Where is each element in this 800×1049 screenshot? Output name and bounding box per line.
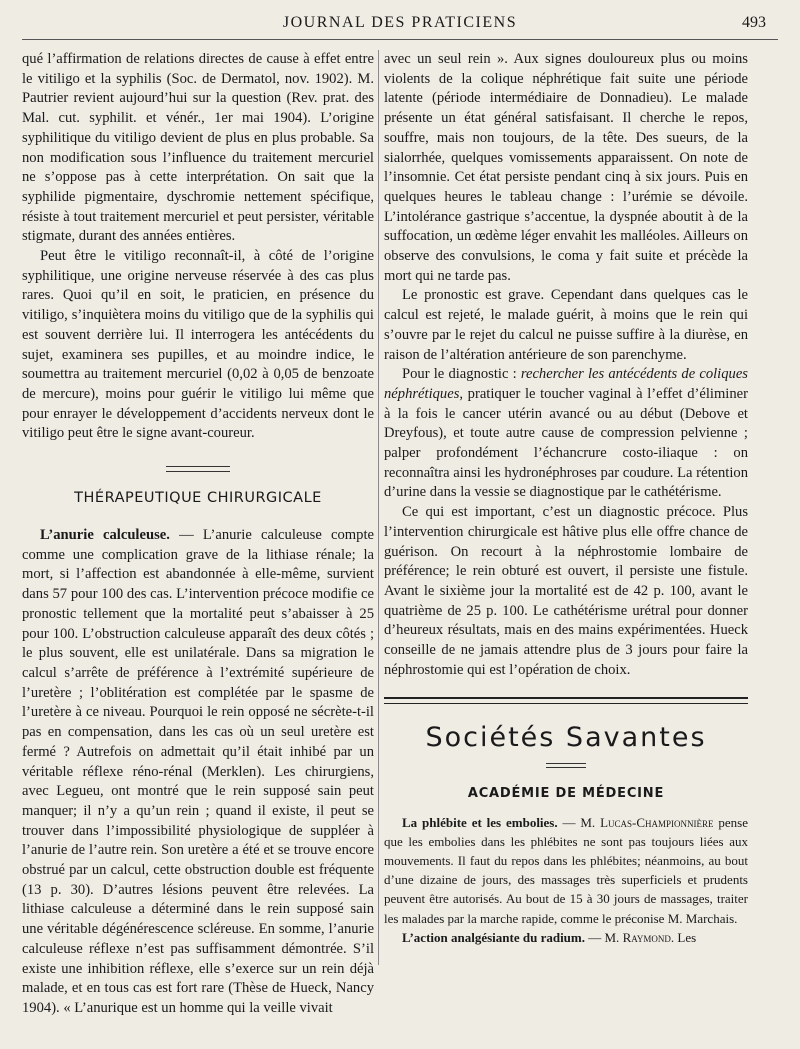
anurie-runin-title: L’anurie calculeuse. — [40, 527, 170, 544]
page-header — [22, 10, 778, 38]
header-rule — [22, 39, 778, 40]
page-number: 493 — [742, 14, 766, 31]
pronostic-paragraph: Le pronostic est grave. Cependant dans quelques cas le calcul est rejeté, le malade guérit, à moins que le rein qui s’ouvre par le rejet du calcul ne puisse suffire à la diurèse, en raison de l’altération antérieure de son parenchyme. — [384, 287, 748, 363]
phlebite-runin-title: La phlébite et les embolies. — [402, 814, 558, 830]
section-separator — [166, 466, 230, 472]
vitiligo-paragraph-1: qué l’affirmation de relations directes de cause à effet entre le vitiligo et la syphilis (Soc. de Dermatol, nov. 1902). M. Pautrier revient aujourd’hui sur la question (Rev. prat. des Mal. cut. syphilit. et vénér., 1er mai 1904). L’origine syphilitique du vitiligo devient de plus en plus probable. Sa non modification sous l’influence du traitement mercuriel ne s’oppose pas à cette interprétation. On sait que la syphilide pigmentaire, dyschromie nettement spécifique, résiste à tout traitement mercuriel et peut persister, véritable stigmate, durant des années entières. — [22, 51, 374, 245]
phlebite-author: Lucas-Championnière — [600, 814, 714, 830]
journal-title: JOURNAL DES PRATICIENS — [282, 14, 518, 31]
societes-top-rule — [384, 697, 748, 704]
precoce-paragraph: Ce qui est important, c’est un diagnostic précoce. Plus l’intervention chirurgicale est hâtive plus elle offre chance de guérison. On recourt à la néphrostomie lombaire de préférence; le rein obturé est ouvert, il persiste une fistule. Avant le sixième jour la mortalité est de 42 p. 100, avant le quatrième de 25 p. 100. Le cathétérisme urétral pour donner d’heureux résultats, mais en des mains expérimentées. Hueck conseille de ne jamais attendre plus de 3 jours pour faire la néphrostomie qui est l’opération de choix. — [384, 504, 748, 678]
radium-paragraph: L’action analgésiante du radium. — M. Raymond. Les — [402, 929, 697, 945]
diagnostic-rest: , pratiquer le toucher vaginal à l’effet d’éliminer à la fois le cancer utérin avancé ou au début (Debove et Dreyfous), et toute autre cause de compression pelvienne ; palper profondément l’échancrure costo-iliaque : on reconnaîtra ainsi les hydronéphroses par coudure. La rétention d’urine dans la vessie se diagnostique par le cathétérisme. — [384, 385, 748, 501]
diagnostic-intro: Pour le diagnostic : — [402, 366, 521, 383]
academie-heading: ACADÉMIE DE MÉDECINE — [467, 785, 665, 801]
anurie-paragraph — [22, 526, 374, 1019]
societes-small-rule — [546, 763, 586, 768]
diagnostic-emphasis: rechercher les antécédents de coliques néphrétiques — [384, 366, 748, 402]
diagnostic-paragraph — [384, 365, 748, 503]
radium-author: Raymond. — [622, 929, 675, 945]
anurie-continued-paragraph: avec un seul rein ». Aux signes douloureux plus ou moins violents de la colique néphrétique fait suite une période latente (période intermédiaire de Donnadieu). Le malade présente un état général satisfaisant. Il cherche le repos, souffre, mais non toujours, de la tête. Des sueurs, de la sialorrhée, quelques vomissements apparaissent. On note de l’insomnie. Cet état persiste pendant cinq à six jours. Puis en quelques heures le tableau change : l’urémie se dévoile. L’intolérance gastrique s’accentue, la dyspnée aboutit à de la suffocation, un œdème léger envahit les malléoles. Ailleurs on observe des convulsions, le coma y fait suite et précède la mort qui ne tarde pas. — [384, 51, 748, 284]
phlebite-text: pense que les embolies dans les phlébites ne sont pas toujours liées aux mouvements. Il faut du repos dans les phlébites; néanmoins, au bout d’une dizaine de jours, des massages très superficiels et prudents peuvent être autorisés. Au bout de 15 à 30 jours de massages, traiter les malades par la marche rapide, comme le préconise M. Marchais. — [384, 814, 748, 926]
vitiligo-paragraph-2: Peut être le vitiligo reconnaît-il, à côté de l’origine syphilitique, une origine nerveuse réservée à des cas plus rares. Quoi qu’il en soit, le praticien, en présence du vitiligo, s’inquiètera moins du vitiligo que de la syphilis qui est souvent derrière lui. Il interrogera les antécédents du sujet, examinera ses pupilles, et au moindre indice, le soumettra au traitement mercuriel (0,02 à 0,05 de benzoate de mercure), moins pour guérir le vitiligo lui même que pour enrayer le développement d’accidents nerveux dont le vitiligo peut être le signe avant-coureur. — [22, 248, 374, 442]
societes-savantes-title: Sociétés Savantes — [425, 721, 707, 753]
radium-runin-title: L’action analgésiante du radium. — [402, 929, 585, 945]
section-heading-therapeutique: THÉRAPEUTIQUE CHIRURGICALE — [74, 490, 322, 507]
right-column — [384, 50, 748, 1040]
left-column — [22, 50, 374, 1040]
phlebite-paragraph: La phlébite et les embolies. — M. Lucas-Championnière pense que les embolies dans les phlébites ne sont pas toujours liées aux mouvements. Il faut du repos dans les phlébites; néanmoins, au bout d’une dizaine de jours, des massages très superficiels et prudents peuvent être autorisés. Au bout de 15 à 30 jours de massages, traiter les malades par la marche rapide, comme le préconise M. Marchais. — [384, 814, 748, 926]
anurie-text: — L’anurie calculeuse compte comme une complication grave de la lithiase rénale; la mort, si l’affection est abandonnée à elle-même, survient dans 57 pour 100 des cas. L’intervention précoce modifie ce pronostic tellement que la mortalité peut s’abaisser à 25 pour 100. L’obstruction calculeuse apparaît des deux côtés ; le plus souvent, elle est unilatérale. Dans sa migration le calcul s’arrête de préférence à l’extrémité supérieure de l’uretère ; l’oblitération est complétée par le spasme de l’uretère à ce niveau. Pourquoi le rein opposé ne sécrète-t-il pas en compensation, dans les cas où un seul uretère est fermé ? Autrefois on admettait qu’il était inhibé par un véritable réflexe réno-rénal (Merklen). Les chirurgiens, avec Legueu, ont montré que le rein supposé sain peut manquer; il n’y a qu’un rein ; quand il existe, il peut se trouver dans l’impossibilité physiologique de suppléer à l’anurie de l’autre rein. Son uretère a été et se trouve encore obstrué par un calcul, cette obstruction double est fréquente (13 p. 30). D’autres lésions peuvent être relevées. La lithiase calculeuse a déterminé dans le rein supposé sain une véritable dégénérescence scléreuse. En somme, l’anurie calculeuse réflexe n’est pas suffisamment démontrée. S’il existe une inhibition réflexe, elle s’exerce sur un rein déjà malade, et en tous cas est fort rare (Thèse de Hueck, Nancy 1904). « L’anurique est un homme qui la veille vivait — [22, 527, 374, 1016]
column-divider — [378, 50, 379, 965]
radium-text: Les — [674, 929, 697, 945]
